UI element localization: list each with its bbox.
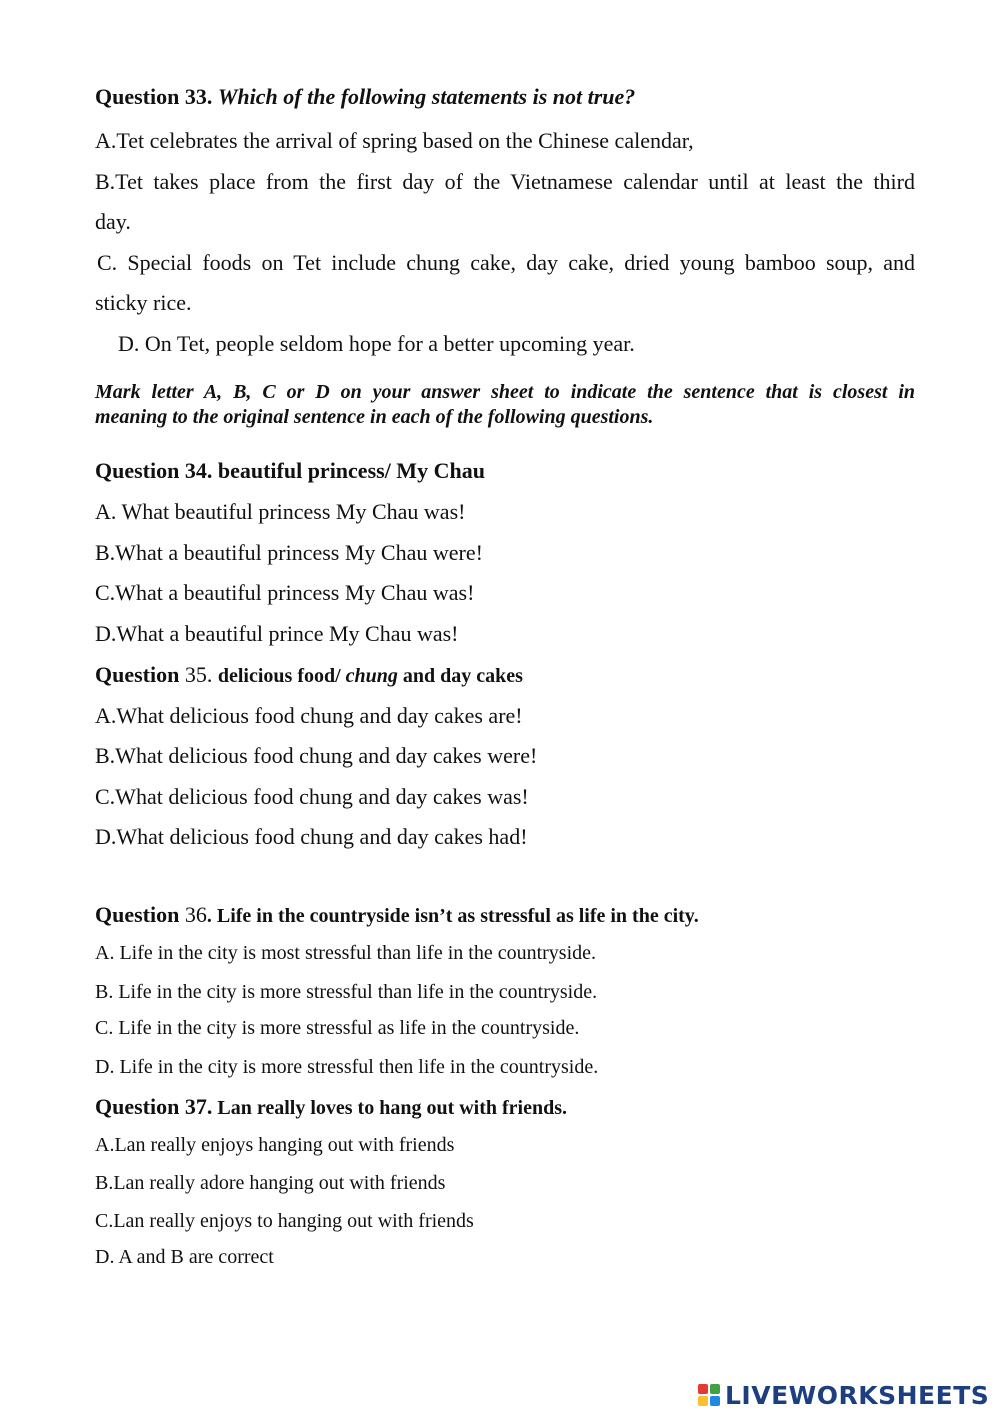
liveworksheets-logo-icon (698, 1384, 720, 1406)
question-35-option-b: B.What delicious food chung and day cakes were! (95, 743, 538, 768)
question-33-heading (95, 84, 635, 110)
question-37-cue: Lan really loves to hang out with friends. (212, 1097, 568, 1119)
question-33-option-c-line2: sticky rice. (95, 290, 192, 315)
question-36-option-d: D. Life in the city is more stressful then life in the countryside. (95, 1056, 599, 1078)
question-34-option-b: B.What a beautiful princess My Chau were! (95, 540, 483, 565)
question-35-option-d: D.What delicious food chung and day cakes had! (95, 824, 528, 849)
question-33-option-b-line1: B.Tet takes place from the first day of the Vietnamese calendar until at least the third (95, 169, 915, 194)
logo-square-1 (698, 1384, 708, 1394)
question-37-label: Question 37. (95, 1094, 213, 1119)
question-35-number: 35. (179, 662, 218, 687)
logo-square-2 (710, 1384, 720, 1394)
question-34-option-c: C.What a beautiful princess My Chau was! (95, 580, 475, 605)
question-35-option-a: A.What delicious food chung and day cakes are! (95, 703, 523, 728)
instruction-line2: meaning to the original sentence in each of the following questions. (95, 406, 654, 428)
liveworksheets-logo-text: LIVEWORKSHEETS (725, 1380, 990, 1410)
question-35-label: Question (95, 662, 180, 687)
question-37-option-a: A.Lan really enjoys hanging out with friends (95, 1134, 455, 1156)
question-37-option-c: C.Lan really enjoys to hanging out with friends (95, 1210, 474, 1232)
liveworksheets-logo (698, 1378, 989, 1412)
question-33-option-a: A.Tet celebrates the arrival of spring based on the Chinese calendar, (95, 128, 694, 153)
question-33-option-b-line2: day. (95, 209, 131, 234)
question-35-option-c: C.What delicious food chung and day cakes was! (95, 784, 529, 809)
question-37-heading (95, 1094, 567, 1120)
question-36-option-b: B. Life in the city is more stressful than life in the countryside. (95, 981, 598, 1003)
question-36-number: 36 (179, 902, 207, 927)
question-35-cue-italic: chung (345, 665, 398, 687)
instruction-line1: Mark letter A, B, C or D on your answer sheet to indicate the sentence that is closest in (95, 381, 915, 403)
question-35-cue-part1: delicious food/ (217, 665, 346, 687)
question-36-option-c: C. Life in the city is more stressful as life in the countryside. (95, 1017, 580, 1039)
logo-square-4 (710, 1396, 720, 1406)
question-37-option-d: D. A and B are correct (95, 1246, 274, 1268)
question-36-label: Question (95, 902, 180, 927)
question-35-cue-part2: and day cakes (397, 665, 523, 687)
question-33-prompt: Which of the following statements is not true? (217, 84, 636, 109)
question-33-option-d: D. On Tet, people seldom hope for a better upcoming year. (118, 331, 635, 356)
question-34-heading: Question 34. beautiful princess/ My Chau (95, 458, 485, 483)
question-35-heading (95, 662, 523, 688)
question-33-option-c-line1: C. Special foods on Tet include chung cake, day cake, dried young bamboo soup, and (97, 250, 915, 275)
question-34-option-a: A. What beautiful princess My Chau was! (95, 499, 466, 524)
question-36-option-a: A. Life in the city is most stressful than life in the countryside. (95, 942, 597, 964)
question-34-option-d: D.What a beautiful prince My Chau was! (95, 621, 459, 646)
logo-square-3 (698, 1396, 708, 1406)
question-33-label: Question 33. (95, 84, 213, 109)
question-36-heading (95, 902, 699, 928)
question-37-option-b: B.Lan really adore hanging out with friends (95, 1172, 446, 1194)
question-36-cue: . Life in the countryside isn’t as stressful as life in the city. (206, 905, 699, 927)
